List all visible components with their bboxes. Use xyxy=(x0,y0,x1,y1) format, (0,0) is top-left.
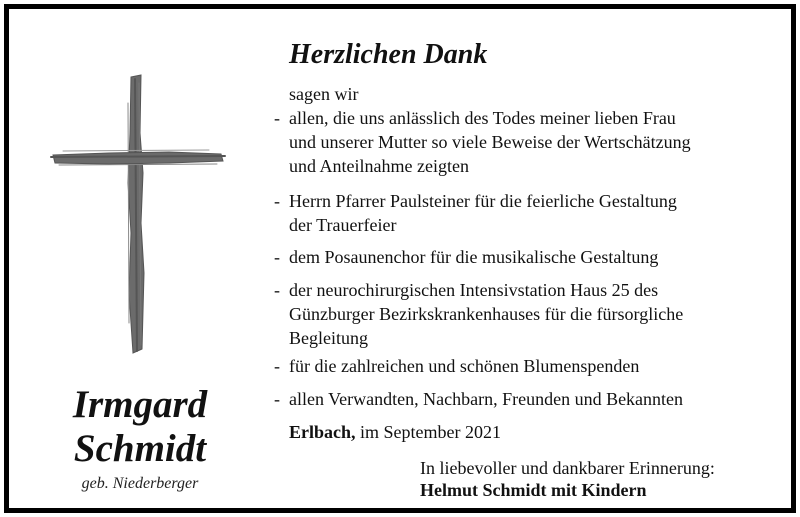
deceased-last-name: Schmidt xyxy=(73,427,207,470)
thanks-item xyxy=(274,189,677,237)
thanks-line: Herrn Pfarrer Paulsteiner für die feierliche Gestaltung xyxy=(289,191,677,211)
thanks-item xyxy=(274,278,683,350)
thanks-item xyxy=(274,245,658,269)
thanks-line: für die zahlreichen und schönen Blumenspenden xyxy=(289,356,640,376)
obituary-card xyxy=(4,4,796,513)
card-title: Herzlichen Dank xyxy=(289,39,488,70)
thanks-line: der Trauerfeier xyxy=(289,215,397,235)
thanks-line: dem Posaunenchor für die musikalische Gestaltung xyxy=(289,247,659,267)
thanks-line: Günzburger Bezirkskrankenhauses für die fürsorgliche xyxy=(289,304,684,324)
thanks-line: und Anteilnahme zeigten xyxy=(289,156,469,176)
thanks-item xyxy=(274,387,683,411)
thanks-item xyxy=(274,106,691,178)
deceased-first-name: Irmgard xyxy=(72,383,208,426)
dash: - xyxy=(274,280,280,300)
dash: - xyxy=(274,108,280,128)
dash: - xyxy=(274,356,280,376)
thanks-line: der neurochirurgischen Intensivstation Haus 25 des xyxy=(289,280,659,300)
thanks-line: allen Verwandten, Nachbarn, Freunden und Bekannten xyxy=(289,389,684,409)
signer: Helmut Schmidt mit Kindern xyxy=(420,480,647,500)
date: im September 2021 xyxy=(355,422,501,442)
dash: - xyxy=(274,389,280,409)
dash: - xyxy=(274,191,280,211)
cross-icon xyxy=(49,73,229,355)
thanks-line: und unserer Mutter so viele Beweise der Wertschätzung xyxy=(289,132,691,152)
intro-text: sagen wir xyxy=(289,84,359,104)
dash: - xyxy=(274,247,280,267)
thanks-line: Begleitung xyxy=(289,328,368,348)
memory-line: In liebevoller und dankbarer Erinnerung: xyxy=(420,458,715,478)
place-date xyxy=(289,420,501,444)
deceased-maiden-name: geb. Niederberger xyxy=(81,475,199,492)
place: Erlbach, xyxy=(289,422,356,442)
thanks-item xyxy=(274,354,639,378)
thanks-line: allen, die uns anlässlich des Todes meiner lieben Frau xyxy=(289,108,676,128)
